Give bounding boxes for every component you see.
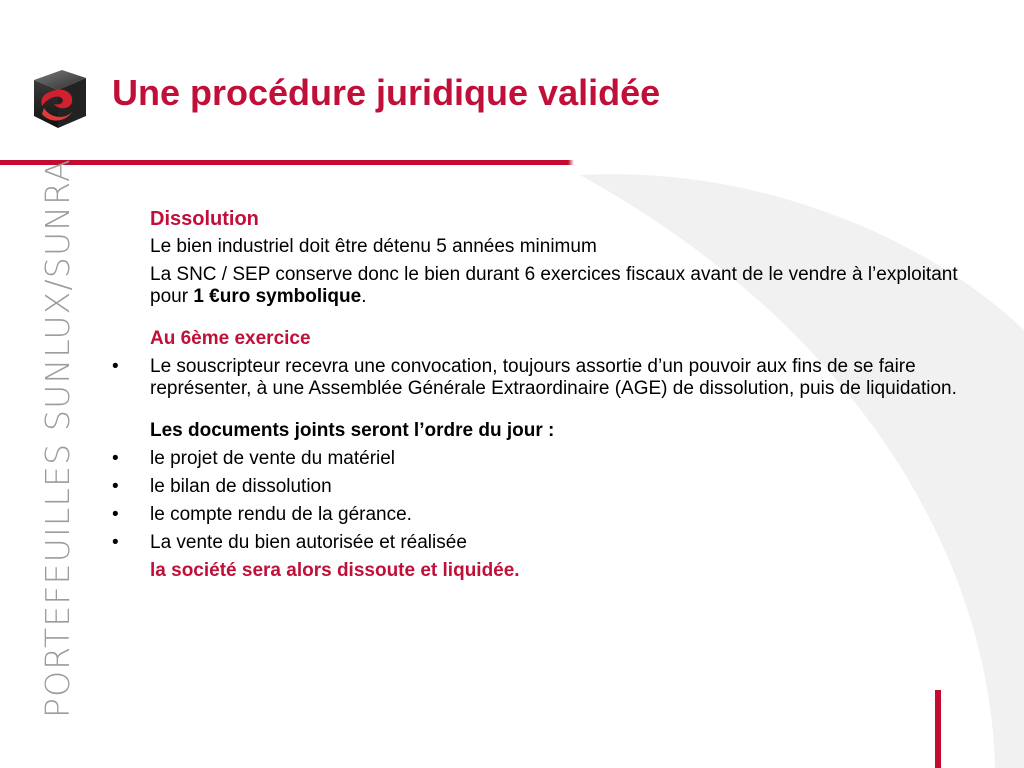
dissolution-line-2 bbox=[112, 264, 972, 308]
sixth-year-bullet-text: Le souscripteur recevra une convocation, toujours assortie d’un pouvoir aux fins de se faire représenter, à une Assemblée Générale Extraordinaire (AGE) de dissolution, puis de liquidation. bbox=[150, 356, 957, 399]
list-item bbox=[112, 448, 972, 470]
document-item-text: le compte rendu de la gérance. bbox=[150, 504, 412, 525]
bullet-marker: • bbox=[112, 476, 119, 497]
list-item bbox=[112, 504, 972, 526]
bullet-marker: • bbox=[112, 532, 119, 553]
document-item-text: le projet de vente du matériel bbox=[150, 448, 396, 469]
slide-title: Une procédure juridique validée bbox=[112, 72, 661, 113]
company-logo bbox=[28, 66, 90, 132]
document-item-text: le bilan de dissolution bbox=[150, 476, 332, 497]
vertical-side-label: PORTEFEUILLES SUNLUX/SUNRA bbox=[38, 158, 77, 718]
bullet-marker: • bbox=[112, 356, 119, 377]
document-item-text: La vente du bien autorisée et réalisée bbox=[150, 532, 467, 553]
bullet-marker: • bbox=[112, 504, 119, 525]
dissolution-line-1: Le bien industriel doit être détenu 5 années minimum bbox=[150, 236, 597, 257]
conclusion-text: la société sera alors dissoute et liquidée. bbox=[150, 560, 520, 581]
section-heading-sixth-year: Au 6ème exercice bbox=[150, 328, 311, 349]
list-item bbox=[112, 356, 972, 400]
list-item bbox=[112, 476, 972, 498]
title-underline bbox=[0, 160, 568, 165]
section-heading-documents: Les documents joints seront l’ordre du jour : bbox=[150, 420, 555, 441]
bullet-marker: • bbox=[112, 448, 119, 469]
dissolution-line-2-text: La SNC / SEP conserve donc le bien durant 6 exercices fiscaux avant de le vendre à l’exploitant pour bbox=[150, 264, 958, 307]
list-item bbox=[112, 532, 972, 554]
slide-content bbox=[112, 208, 972, 582]
corner-accent-bar bbox=[935, 690, 941, 768]
symbolic-euro-text: 1 €uro symbolique bbox=[193, 286, 362, 307]
section-heading-dissolution: Dissolution bbox=[150, 208, 259, 230]
dissolution-line-2-end: . bbox=[361, 286, 367, 307]
